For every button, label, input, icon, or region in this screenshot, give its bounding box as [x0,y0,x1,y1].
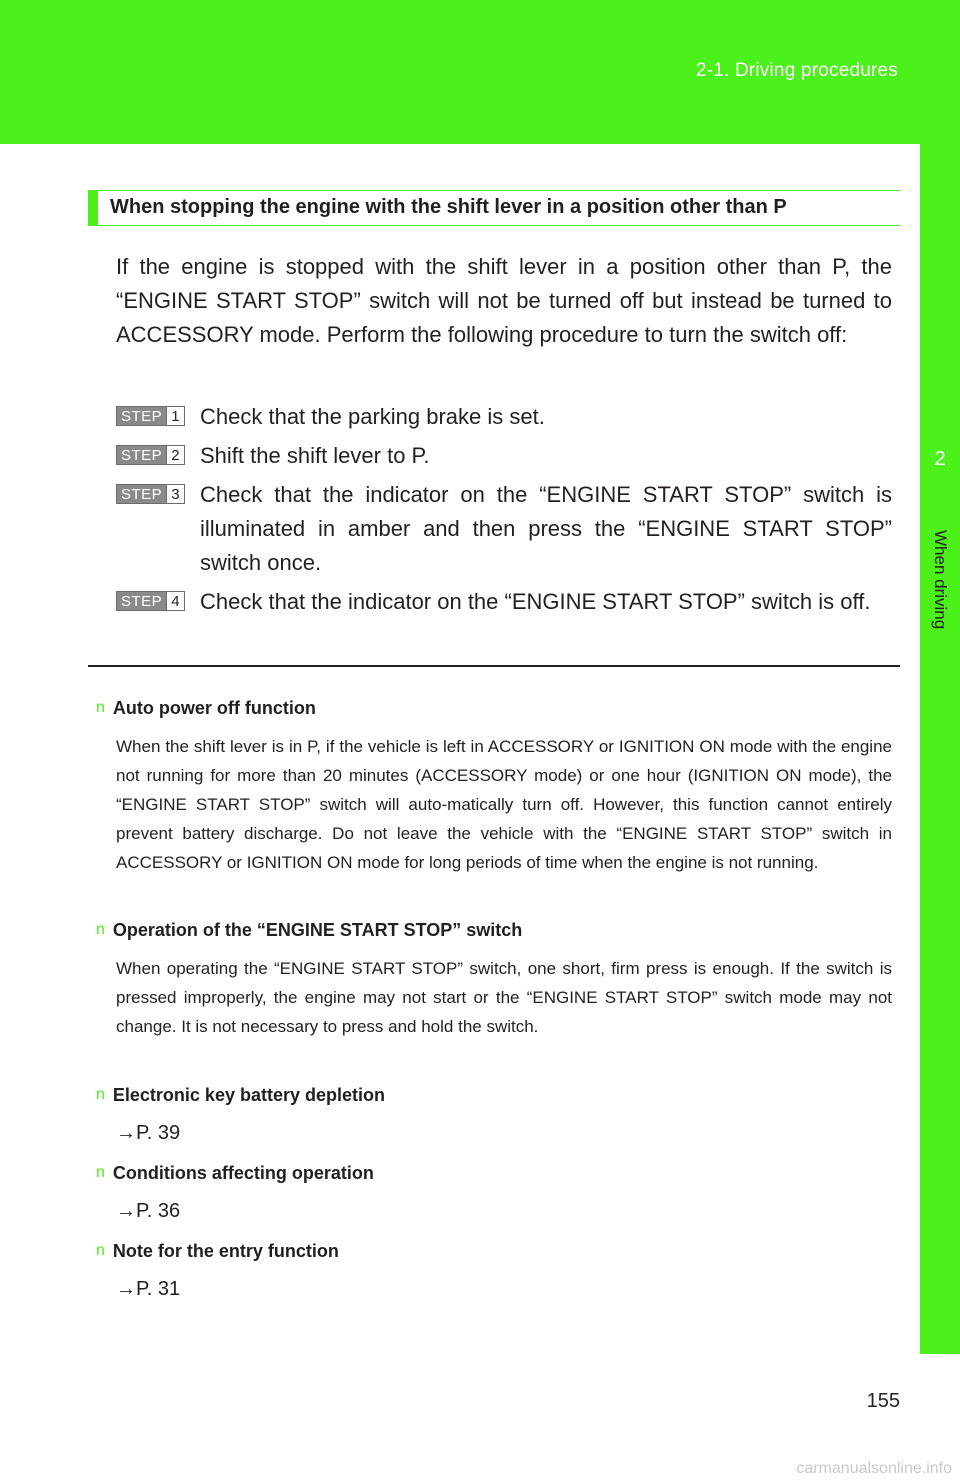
note-title-text: Conditions affecting operation [112,1163,374,1183]
step-badge-label: STEP [117,592,166,610]
step-text: Shift the shift lever to P. [200,443,430,468]
note-entry-function [96,1239,892,1304]
note-title [96,1083,892,1107]
note-title-text: Operation of the “ENGINE START STOP” switch [112,920,523,940]
side-tab-number: 2 [934,448,946,470]
step-text: Check that the indicator on the “ENGINE START STOP” switch is illuminated in amber and then press the “ENGINE START STOP” switch once. [200,482,892,575]
note-title-text: Electronic key battery depletion [112,1085,385,1105]
step-badge [116,591,185,611]
step-badge [116,484,185,504]
section-heading [88,190,900,226]
note-key-battery [96,1083,892,1148]
heading-accent-bar [88,191,98,225]
note-switch-operation [96,918,892,1041]
note-title [96,696,892,720]
step-badge-number: 4 [166,592,183,610]
page-reference: →P. 31 [116,1278,181,1300]
side-tab [920,144,960,1354]
step-text: Check that the parking brake is set. [200,404,545,429]
note-conditions [96,1161,892,1226]
bullet-icon: n [96,1164,105,1181]
step-badge-number: 3 [166,485,183,503]
section-heading-text: When stopping the engine with the shift lever in a position other than P [110,196,787,218]
note-body: When operating the “ENGINE START STOP” switch, one short, firm press is enough. If the switch is pressed improperly, the engine may not start or the “ENGINE START STOP” switch mode may not change. It is not necessary to press and hold the switch. [116,959,892,1036]
step-badge [116,406,185,426]
bullet-icon: n [96,1242,105,1259]
page-reference: →P. 39 [116,1122,181,1144]
note-title-text: Auto power off function [112,698,316,718]
side-tab-label: When driving [931,530,950,630]
bullet-icon: n [96,699,105,716]
chapter-title: 2-1. Driving procedures [695,60,898,81]
note-auto-power-off [96,696,892,877]
step-badge [116,445,185,465]
bullet-icon: n [96,1086,105,1103]
step-badge-label: STEP [117,407,166,425]
note-title [96,1239,892,1263]
bullet-icon: n [96,921,105,938]
note-title [96,918,892,942]
note-title [96,1161,892,1185]
step-text: Check that the indicator on the “ENGINE START STOP” switch is off. [200,589,871,614]
page-number: 155 [866,1390,900,1412]
page-reference: →P. 36 [116,1200,181,1222]
note-title-text: Note for the entry function [112,1241,339,1261]
step-badge-label: STEP [117,446,166,464]
step-badge-number: 2 [166,446,183,464]
step-badge-number: 1 [166,407,183,425]
note-body: When the shift lever is in P, if the vehicle is left in ACCESSORY or IGNITION ON mode with the engine not running for more than 20 minutes (ACCESSORY mode) or one hour (IGNITION ON mode), the “ENGINE START STOP” switch will auto-matically turn off. However, this function cannot entirely prevent battery discharge. Do not leave the vehicle with the “ENGINE START STOP” switch in ACCESSORY or IGNITION ON mode for long periods of time when the engine is not running. [116,737,892,872]
watermark: carmanualsonline.info [796,1460,952,1477]
intro-paragraph: If the engine is stopped with the shift lever in a position other than P, the “ENGINE START STOP” switch will not be turned off but instead be turned to ACCESSORY mode. Perform the following procedure to turn the switch off: [116,254,892,347]
section-divider [88,665,900,667]
step-badge-label: STEP [117,485,166,503]
